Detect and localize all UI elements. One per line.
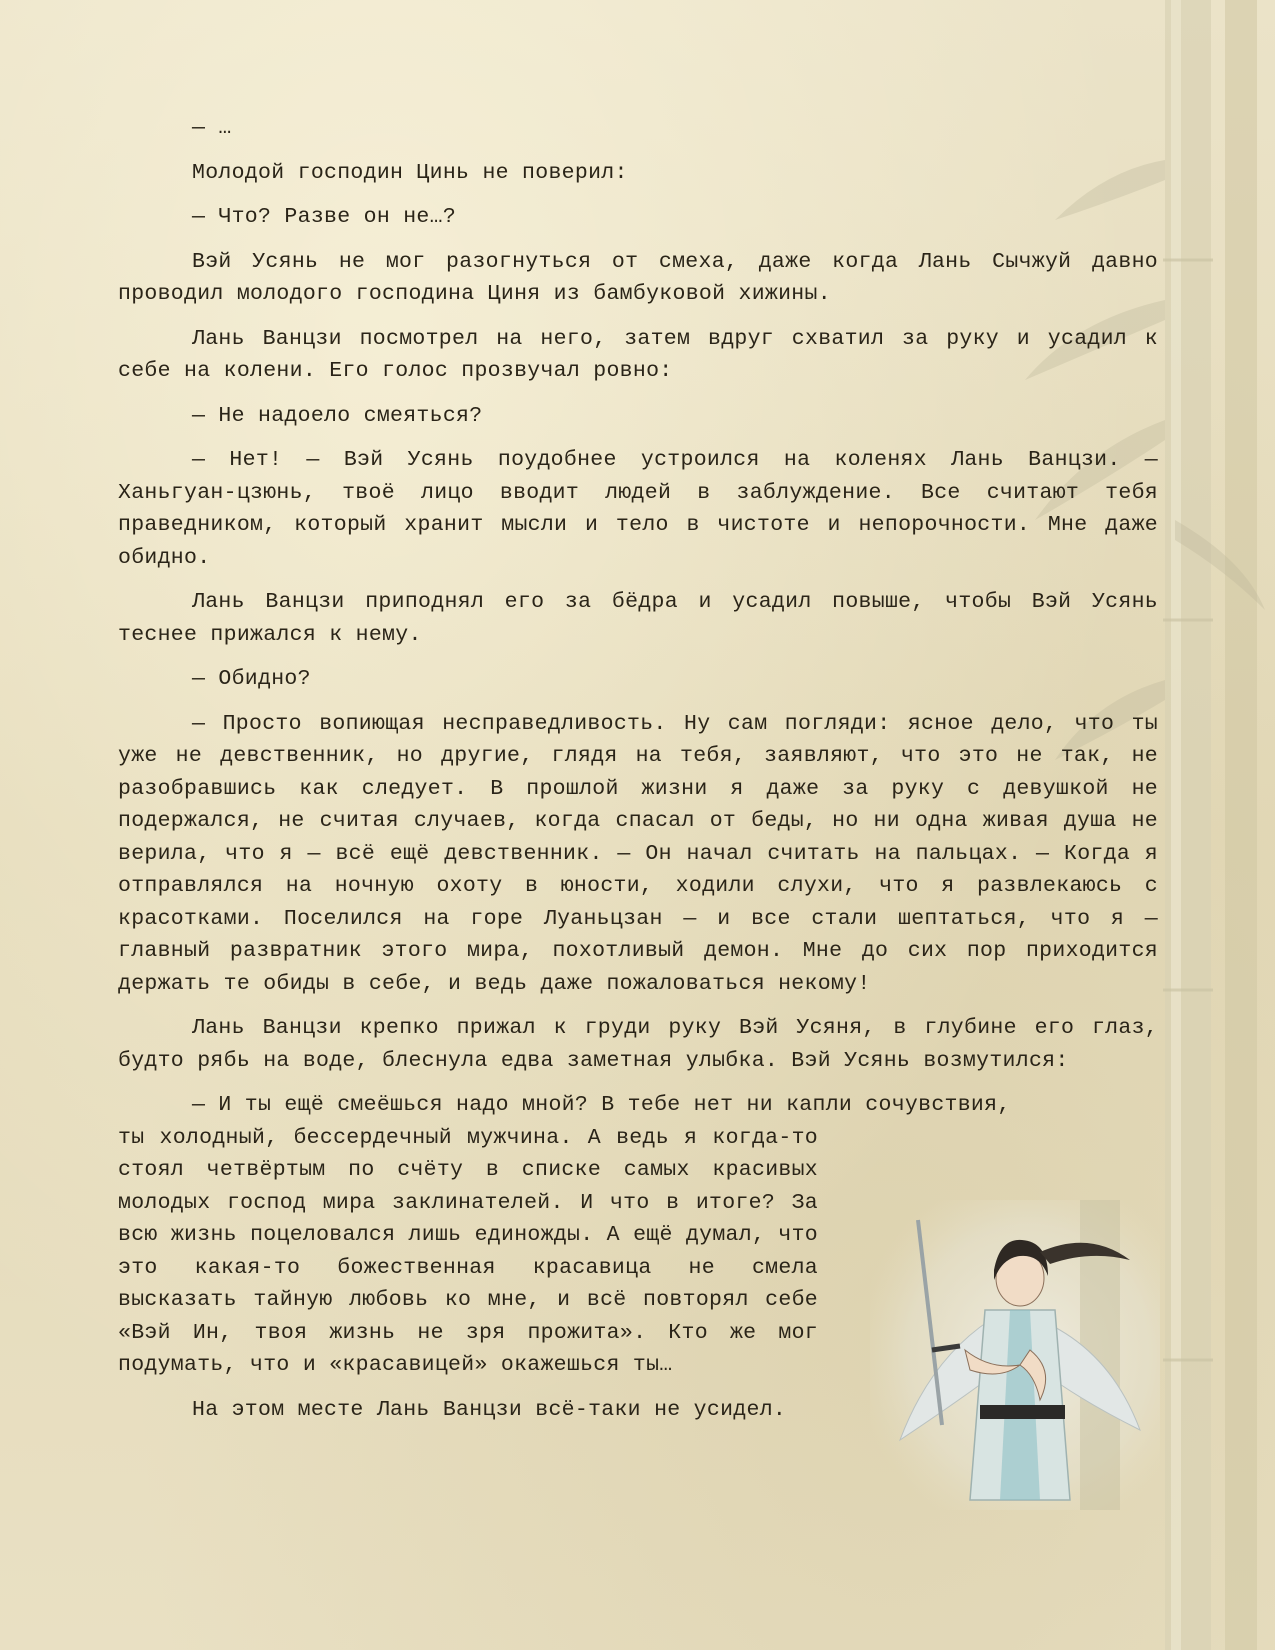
paragraph: На этом месте Лань Ванцзи всё-таки не усидел. xyxy=(192,1397,787,1422)
paragraph-first-line: — И ты ещё смеёшься надо мной? В тебе нет ни капли сочувствия, xyxy=(192,1093,1011,1117)
paragraph: Лань Ванцзи приподнял его за бёдра и усадил повыше, чтобы Вэй Усянь теснее прижался к нему. xyxy=(118,590,1158,647)
paragraph: — … xyxy=(192,116,232,140)
paragraph: Молодой господин Цинь не поверил: xyxy=(192,160,628,185)
paragraph: — Обидно? xyxy=(192,667,311,691)
paragraph: — Нет! — Вэй Усянь поудобнее устроился на коленях Лань Ванцзи. — Ханьгуан-цзюнь, твоё лицо вводит людей в заблуждение. Все считают тебя праведником, который хранит мысли и тело в чистоте и непорочности. Мне даже обидно. xyxy=(118,448,1158,570)
paragraph: — Что? Разве он не…? xyxy=(192,205,457,229)
paragraph: Вэй Усянь не мог разогнуться от смеха, даже когда Лань Сычжуй давно проводил молодого господина Циня из бамбуковой хижины. xyxy=(118,249,1158,306)
paragraph: Лань Ванцзи посмотрел на него, затем вдруг схватил за руку и усадил к себе на колени. Его голос прозвучал ровно: xyxy=(118,326,1158,383)
swordsman-illustration xyxy=(870,1200,1160,1510)
paragraph: Лань Ванцзи крепко прижал к груди руку Вэй Усяня, в глубине его глаз, будто рябь на воде, блеснула едва заметная улыбка. Вэй Усянь возмутился: xyxy=(118,1016,1158,1073)
paragraph-wrapped-around-image: ты холодный, бессердечный мужчина. А ведь я когда-то стоял четвёртым по счёту в списке самых красивых молодых господ мира заклинателей. И что в итоге? За всю жизнь поцеловался лишь единожды. А ещё думал, что это какая-то божественная красавица не смела высказать тайную любовь ко мне, и всё повторял себе «Вэй Ин, твоя жизнь не зря прожита». Кто же мог подумать, что и «красавицей» окажешься ты… xyxy=(118,1125,818,1377)
paragraph: — Просто вопиющая несправедливость. Ну сам погляди: ясное дело, что ты уже не девственник, но другие, глядя на тебя, заявляют, что это не так, не разобравшись как следует. В прошлой жизни я даже за руку с девушкой не подержался, не считая случаев, когда спасал от беды, но ни одна живая душа не верила, что я — всё ещё девственник. — Он начал считать на пальцах. — Когда я отправлялся на ночную охоту в юности, ходили слухи, что я развлекаюсь с красотками. Поселился на горе Луаньцзан — и все стали шептаться, что я — главный развратник этого мира, похотливый демон. Мне до сих пор приходится держать те обиды в себе, и ведь даже пожаловаться некому! xyxy=(118,711,1158,996)
paragraph: — Не надоело смеяться? xyxy=(192,403,483,428)
